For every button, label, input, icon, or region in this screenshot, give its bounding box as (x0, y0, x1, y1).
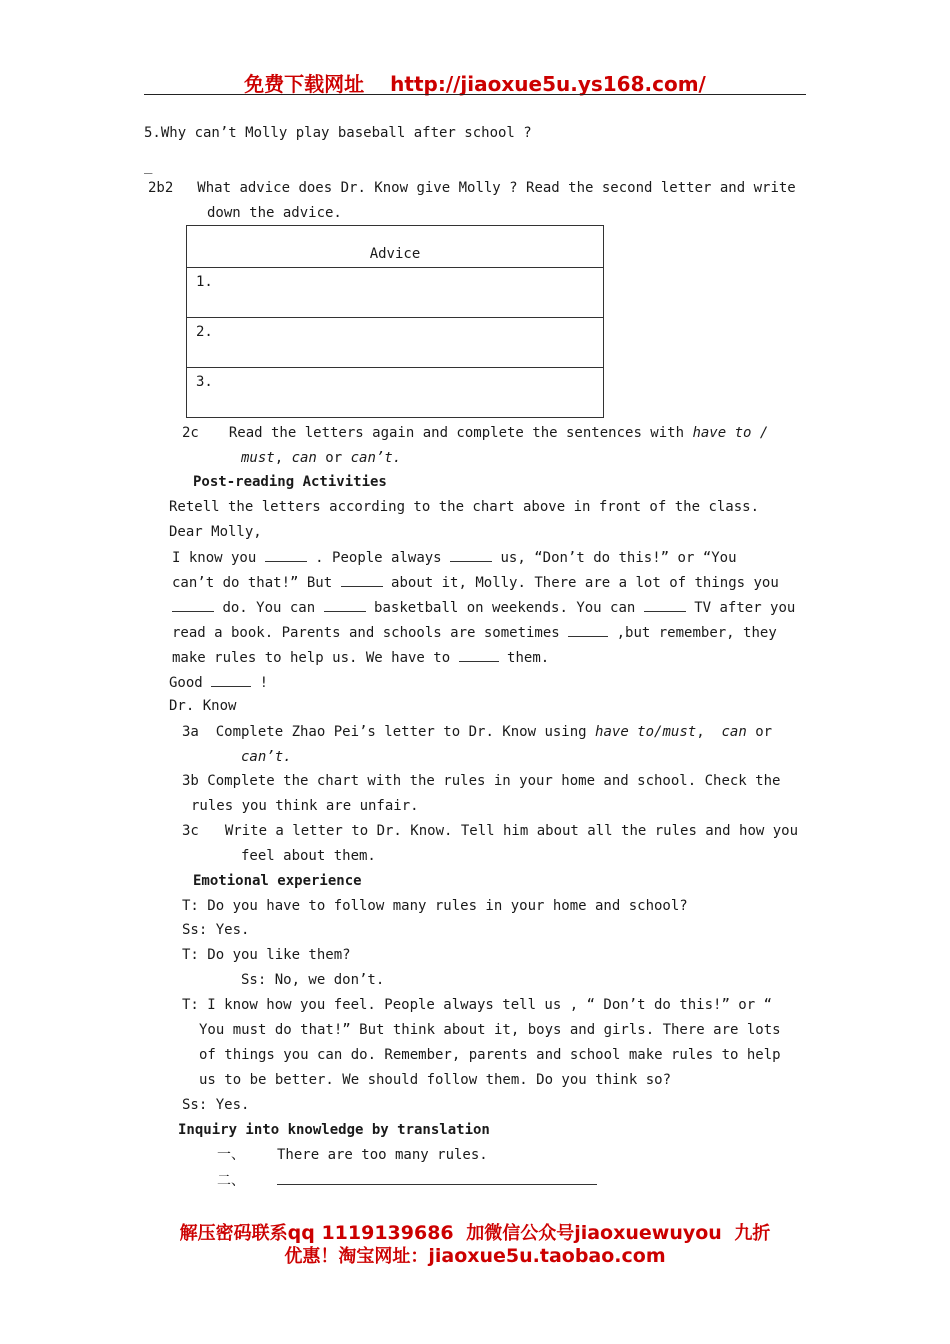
fill-blank[interactable] (459, 649, 499, 662)
task-3c-line1: 3c Write a letter to Dr. Know. Tell him about all the rules and how you (182, 823, 799, 839)
page-header (0, 68, 950, 97)
header-divider (144, 94, 806, 95)
letter-line-2: can’t do that!” But about it, Molly. There are a lot of things you (172, 575, 779, 591)
task-2c-line2: must, can or can’t. (241, 450, 402, 466)
advice-row-2[interactable]: 2. (187, 318, 604, 368)
task-2b2-line2: down the advice. (207, 205, 342, 221)
task-2b2-line1 (148, 180, 796, 196)
fill-blank[interactable] (172, 599, 214, 612)
advice-row-3[interactable]: 3. (187, 368, 604, 418)
header-url-link[interactable]: http://jiaoxue5u.ys168.com/ (390, 72, 706, 96)
letter-line-1: I know you . People always us, “Don’t do this!” or “You (172, 550, 737, 566)
header-label: 免费下载网址 (244, 72, 365, 96)
letter-signature: Dr. Know (169, 698, 237, 714)
fill-blank[interactable] (450, 549, 492, 562)
task-3a-label: 3a (182, 724, 199, 740)
task-2b2-text: What advice does Dr. Know give Molly ? Read the second letter and write (197, 180, 796, 196)
letter-closing: Good ! (169, 675, 269, 691)
task-2c-label: 2c (182, 425, 199, 441)
letter-greeting: Dear Molly, (169, 524, 262, 540)
answer-blank-dash: _ (144, 158, 153, 174)
task-3b-line1: 3b Complete the chart with the rules in your home and school. Check the (182, 773, 781, 789)
task-3a-line1: 3a Complete Zhao Pei’s letter to Dr. Know using have to/must, can or (182, 724, 773, 740)
advice-table (186, 225, 604, 418)
footer-line-1: 解压密码联系qq 1119139686 加微信公众号jiaoxuewuyou 九折 (179, 1222, 771, 1244)
emotional-heading: Emotional experience (193, 873, 362, 889)
fill-blank[interactable] (211, 674, 251, 687)
task-3c-line2: feel about them. (241, 848, 376, 864)
translation-item-1: 一、 There are too many rules. (217, 1147, 488, 1163)
footer-wechat: jiaoxuewuyou (574, 1222, 722, 1244)
dialogue-line: T: Do you like them? (182, 947, 351, 963)
translation-answer-line[interactable] (277, 1172, 597, 1185)
footer-qq: qq 1119139686 (287, 1222, 454, 1244)
post-reading-intro: Retell the letters according to the chart above in front of the class. (169, 499, 760, 515)
fill-blank[interactable] (324, 599, 366, 612)
task-2c-line1: 2c Read the letters again and complete the sentences with have to / (182, 425, 769, 441)
dialogue-line: Ss: No, we don’t. (241, 972, 385, 988)
dialogue-line: Ss: Yes. (182, 922, 250, 938)
task-3b-line2: rules you think are unfair. (191, 798, 419, 814)
task-2b2-label: 2b2 (148, 180, 174, 196)
post-reading-heading: Post-reading Activities (193, 474, 387, 490)
letter-line-3: do. You can basketball on weekends. You can TV after you (172, 599, 795, 616)
letter-line-5: make rules to help us. We have to them. (172, 650, 550, 666)
dialogue-line: of things you can do. Remember, parents and school make rules to help (199, 1047, 781, 1063)
dialogue-line: T: I know how you feel. People always tell us , “ Don’t do this!” or “ (182, 997, 773, 1013)
advice-row-1[interactable]: 1. (187, 268, 604, 318)
translation-heading: Inquiry into knowledge by translation (178, 1122, 490, 1138)
question-5: 5.Why can’t Molly play baseball after school ? (144, 125, 532, 141)
dialogue-line: us to be better. We should follow them. Do you think so? (199, 1072, 672, 1088)
footer-line-2: 优惠！淘宝网址：jiaoxue5u.taobao.com (284, 1245, 666, 1267)
fill-blank[interactable] (265, 549, 307, 562)
task-3c-label: 3c (182, 823, 199, 839)
dialogue-line: You must do that!” But think about it, boys and girls. There are lots (199, 1022, 781, 1038)
fill-blank[interactable] (644, 599, 686, 612)
dialogue-line: T: Do you have to follow many rules in your home and school? (182, 898, 688, 914)
fill-blank[interactable] (568, 624, 608, 637)
dialogue-line: Ss: Yes. (182, 1097, 250, 1113)
advice-table-header: Advice (187, 226, 604, 268)
letter-line-4: read a book. Parents and schools are sometimes ,but remember, they (172, 625, 777, 641)
footer-taobao-link[interactable]: jiaoxue5u.taobao.com (428, 1245, 666, 1267)
task-3a-line2: can’t. (241, 749, 292, 765)
fill-blank[interactable] (341, 574, 383, 587)
translation-item-2: 二、 (217, 1172, 597, 1189)
